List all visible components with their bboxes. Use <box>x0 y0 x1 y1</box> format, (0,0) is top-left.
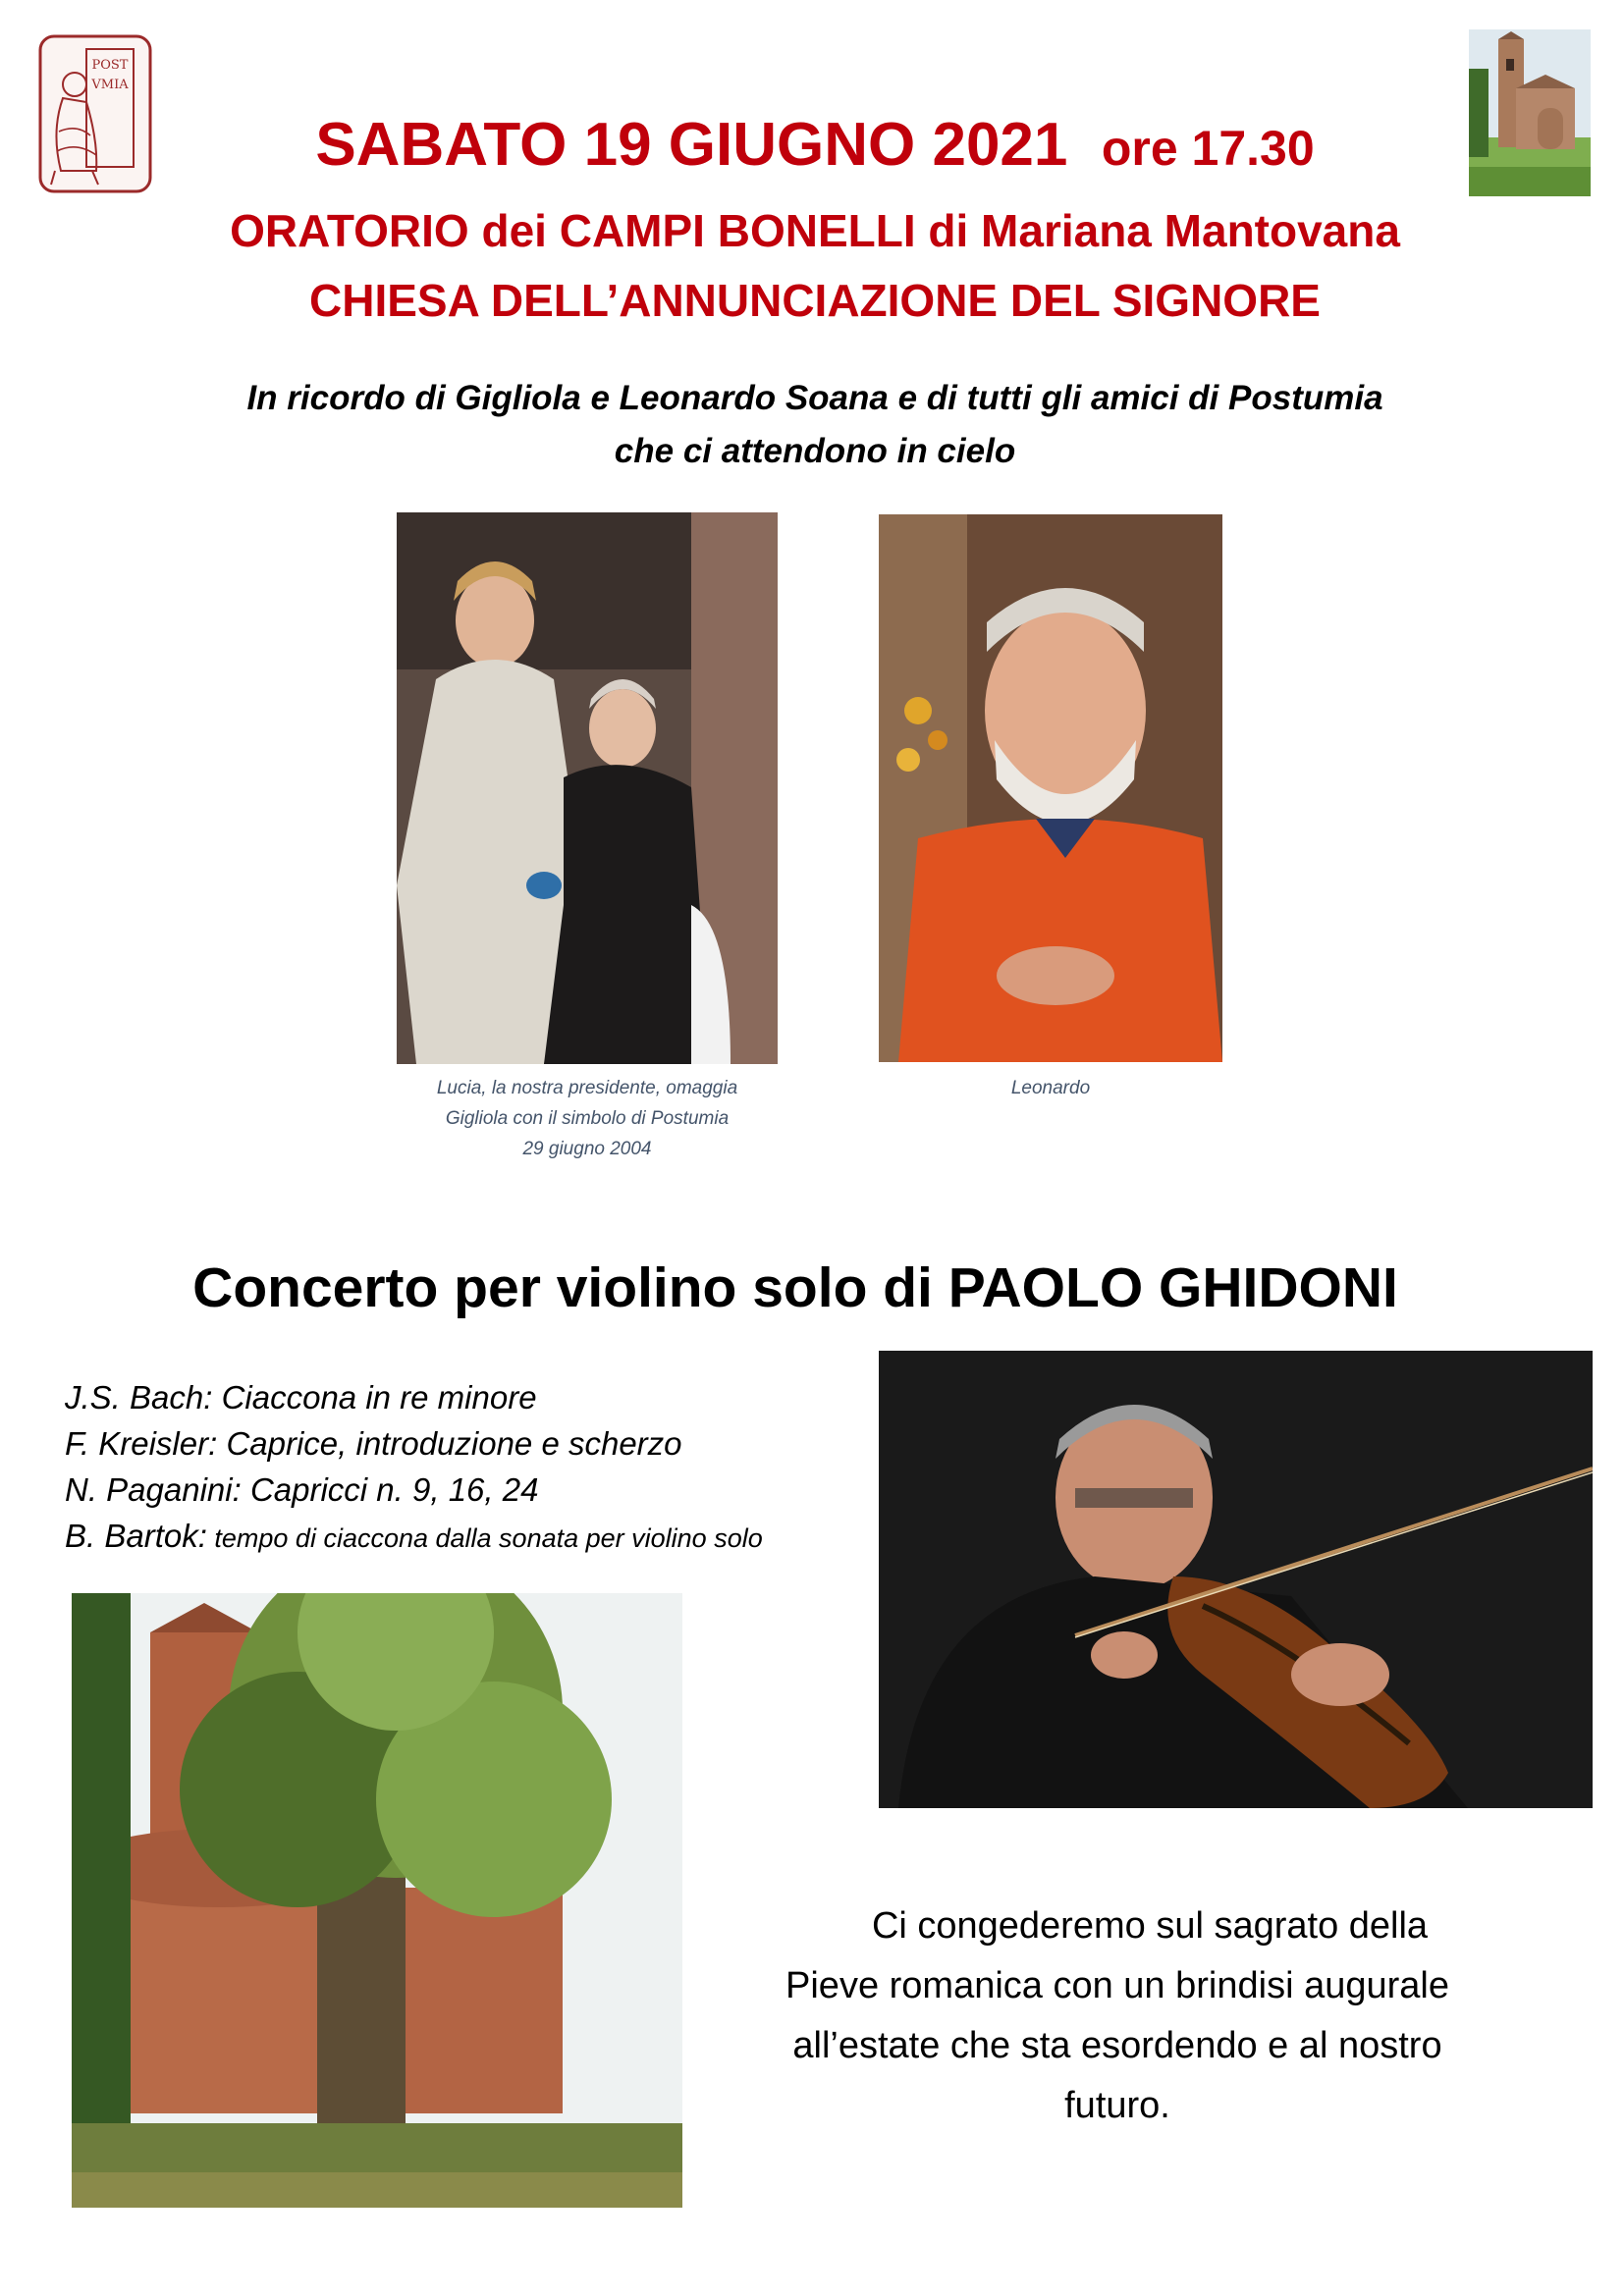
caption-left-line-2: Gigliola con il simbolo di Postumia <box>445 1108 730 1129</box>
program-composer: F. Kreisler: <box>65 1425 218 1462</box>
event-time: ore 17.30 <box>1101 121 1315 176</box>
church-title: CHIESA DELL’ANNUNCIAZIONE DEL SIGNORE <box>309 275 1321 326</box>
photo-leonardo <box>879 514 1222 1062</box>
caption-right: Leonardo <box>1010 1078 1091 1098</box>
caption-left <box>363 1073 811 1164</box>
logo-text-bottom: VMIA <box>91 78 129 92</box>
closing-line-3: all’estate che sta esordendo e al nostro <box>792 2025 1442 2066</box>
dedication-line-1: In ricordo di Gigliola e Leonardo Soana e di tutti gli amici di Postumia <box>246 379 1383 417</box>
program-item <box>65 1374 763 1420</box>
photo-violinist <box>879 1351 1593 1808</box>
concert-title: Concerto per violino solo di PAOLO GHIDONI <box>192 1256 1398 1319</box>
program-item <box>65 1467 763 1513</box>
church-thumbnail <box>1469 29 1591 196</box>
photo-church-tree <box>72 1593 682 2208</box>
caption-left-line-3: 29 giugno 2004 <box>522 1139 652 1159</box>
closing-line-4: futuro. <box>1064 2085 1170 2126</box>
closing-line-1: Ci congederemo sul sagrato della <box>871 1905 1429 1947</box>
program-composer: B. Bartok: <box>65 1518 207 1554</box>
dedication-line-2: che ci attendono in cielo <box>614 432 1016 470</box>
program-work: Capricci n. 9, 16, 24 <box>241 1471 539 1508</box>
event-date-line <box>157 110 1473 184</box>
program-work: Caprice, introduzione e scherzo <box>217 1425 682 1462</box>
program-list <box>65 1374 763 1562</box>
program-work: tempo di ciaccona dalla sonata per violino solo <box>206 1523 763 1553</box>
closing-line-2: Pieve romanica con un brindisi augurale <box>785 1965 1449 2006</box>
program-item <box>65 1420 763 1467</box>
program-work: Ciaccona in re minore <box>212 1379 537 1415</box>
venue-title: ORATORIO dei CAMPI BONELLI di Mariana Mantovana <box>230 205 1400 256</box>
photo-lucia-gigliola <box>397 512 778 1064</box>
event-date: SABATO 19 GIUGNO 2021 <box>315 111 1068 179</box>
closing-text <box>695 1896 1540 2136</box>
postumia-logo <box>37 33 153 194</box>
program-item <box>65 1513 763 1562</box>
program-composer: N. Paganini: <box>65 1471 242 1508</box>
logo-text-top: POST <box>91 58 129 73</box>
caption-left-line-1: Lucia, la nostra presidente, omaggia <box>436 1078 738 1098</box>
program-composer: J.S. Bach: <box>65 1379 213 1415</box>
